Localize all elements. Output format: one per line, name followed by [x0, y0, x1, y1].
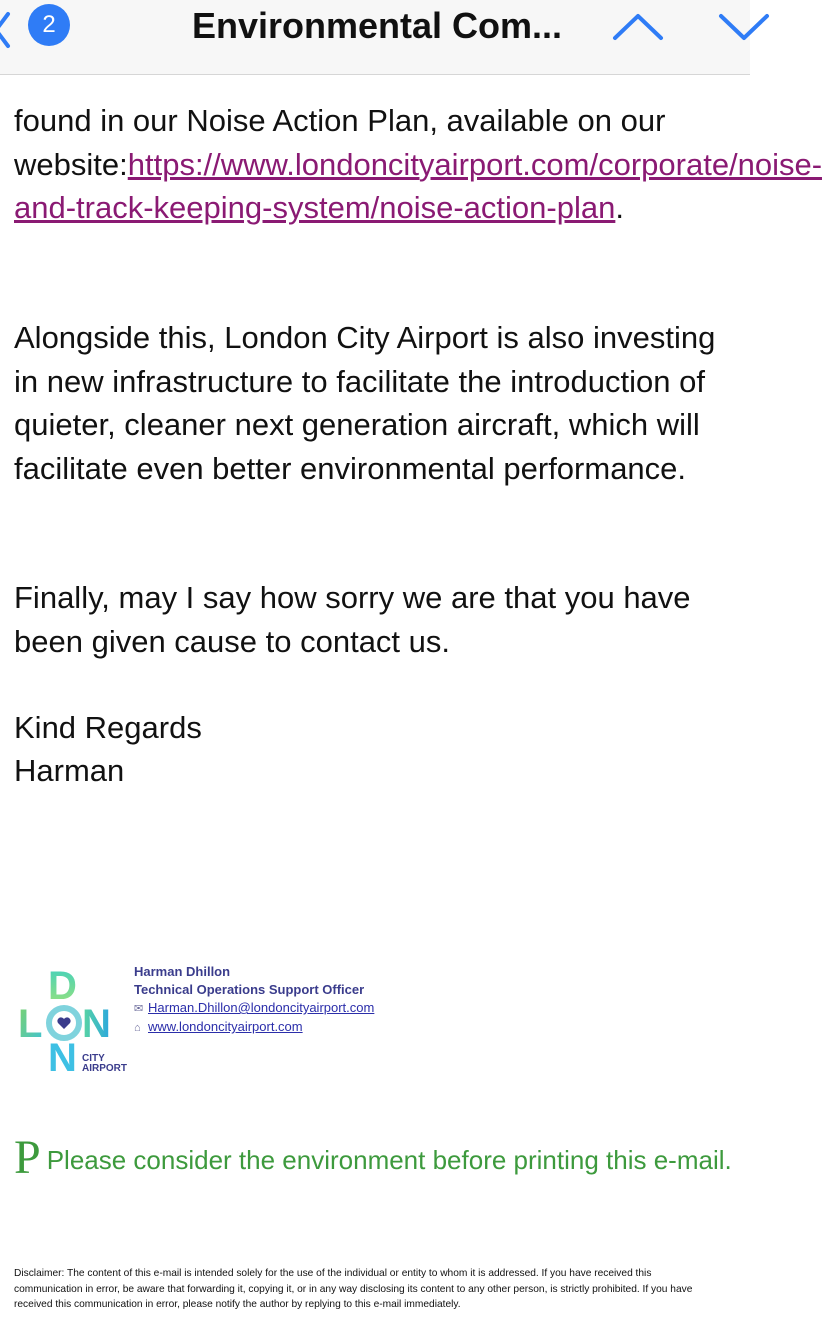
home-icon: ⌂: [134, 1022, 141, 1034]
noise-action-plan-link[interactable]: https://www.londoncityairport.com/corporate/noise-and-track-keeping-system/noise-action-plan: [14, 146, 822, 225]
logo-letter-n: N: [82, 1002, 111, 1046]
paragraph-end: .: [615, 190, 624, 225]
logo-city-text: CITY: [82, 1053, 105, 1064]
apology-paragraph: Finally, may I say how sorry we are that you have been given cause to contact us.: [14, 580, 691, 659]
signature-email-link[interactable]: Harman.Dhillon@londoncityairport.com: [148, 1000, 375, 1015]
logo-letter-n-lower: N: [48, 1036, 77, 1080]
signature-website-row: [134, 1018, 374, 1037]
signature-role: Technical Operations Support Officer: [134, 982, 365, 997]
closing-text: Kind Regards: [14, 710, 202, 745]
logo-letter-d: D: [48, 964, 77, 1008]
sender-name: Harman: [14, 753, 125, 788]
envelope-icon: ✉: [134, 1003, 144, 1015]
london-city-airport-logo: [18, 964, 134, 1080]
message-subject-title: Environmental Com...: [192, 5, 563, 46]
signature-email-row: [134, 999, 374, 1018]
logo-airport-text: AIRPORT: [82, 1063, 127, 1074]
logo-letter-l: L: [18, 1002, 43, 1046]
top-navigation-bar: [0, 0, 750, 75]
email-signature: [134, 963, 374, 1037]
environment-note-text: Please consider the environment before printing this e-mail.: [46, 1145, 732, 1175]
noise-action-plan-paragraph: [14, 99, 822, 230]
previous-message-up-icon[interactable]: [612, 12, 664, 47]
paragraph-text: found in our Noise Action Plan, available on our website:: [14, 103, 666, 182]
unread-count-badge[interactable]: 2: [28, 4, 70, 46]
environment-note: [14, 1131, 734, 1184]
next-message-down-icon[interactable]: [718, 12, 758, 47]
back-chevron-icon[interactable]: [0, 10, 12, 55]
environment-p-glyph: P: [14, 1131, 41, 1184]
email-disclaimer: Disclaimer: The content of this e-mail is intended solely for the use of the individual or entity to whom it is addressed. If you have received this communication in error, be aware that forwarding it, copying it, or in any way disclosing its content to any other person, is strictly prohibited. If you have received this communication in error, please notify the author by replying to this e-mail immediately.: [14, 1268, 693, 1310]
signature-name: Harman Dhillon: [134, 964, 231, 979]
signature-website-link[interactable]: www.londoncityairport.com: [148, 1019, 303, 1034]
infrastructure-paragraph: Alongside this, London City Airport is also investing in new infrastructure to facilitate the introduction of quieter, cleaner next generation aircraft, which will facilitate even better environmental performance.: [14, 320, 716, 486]
